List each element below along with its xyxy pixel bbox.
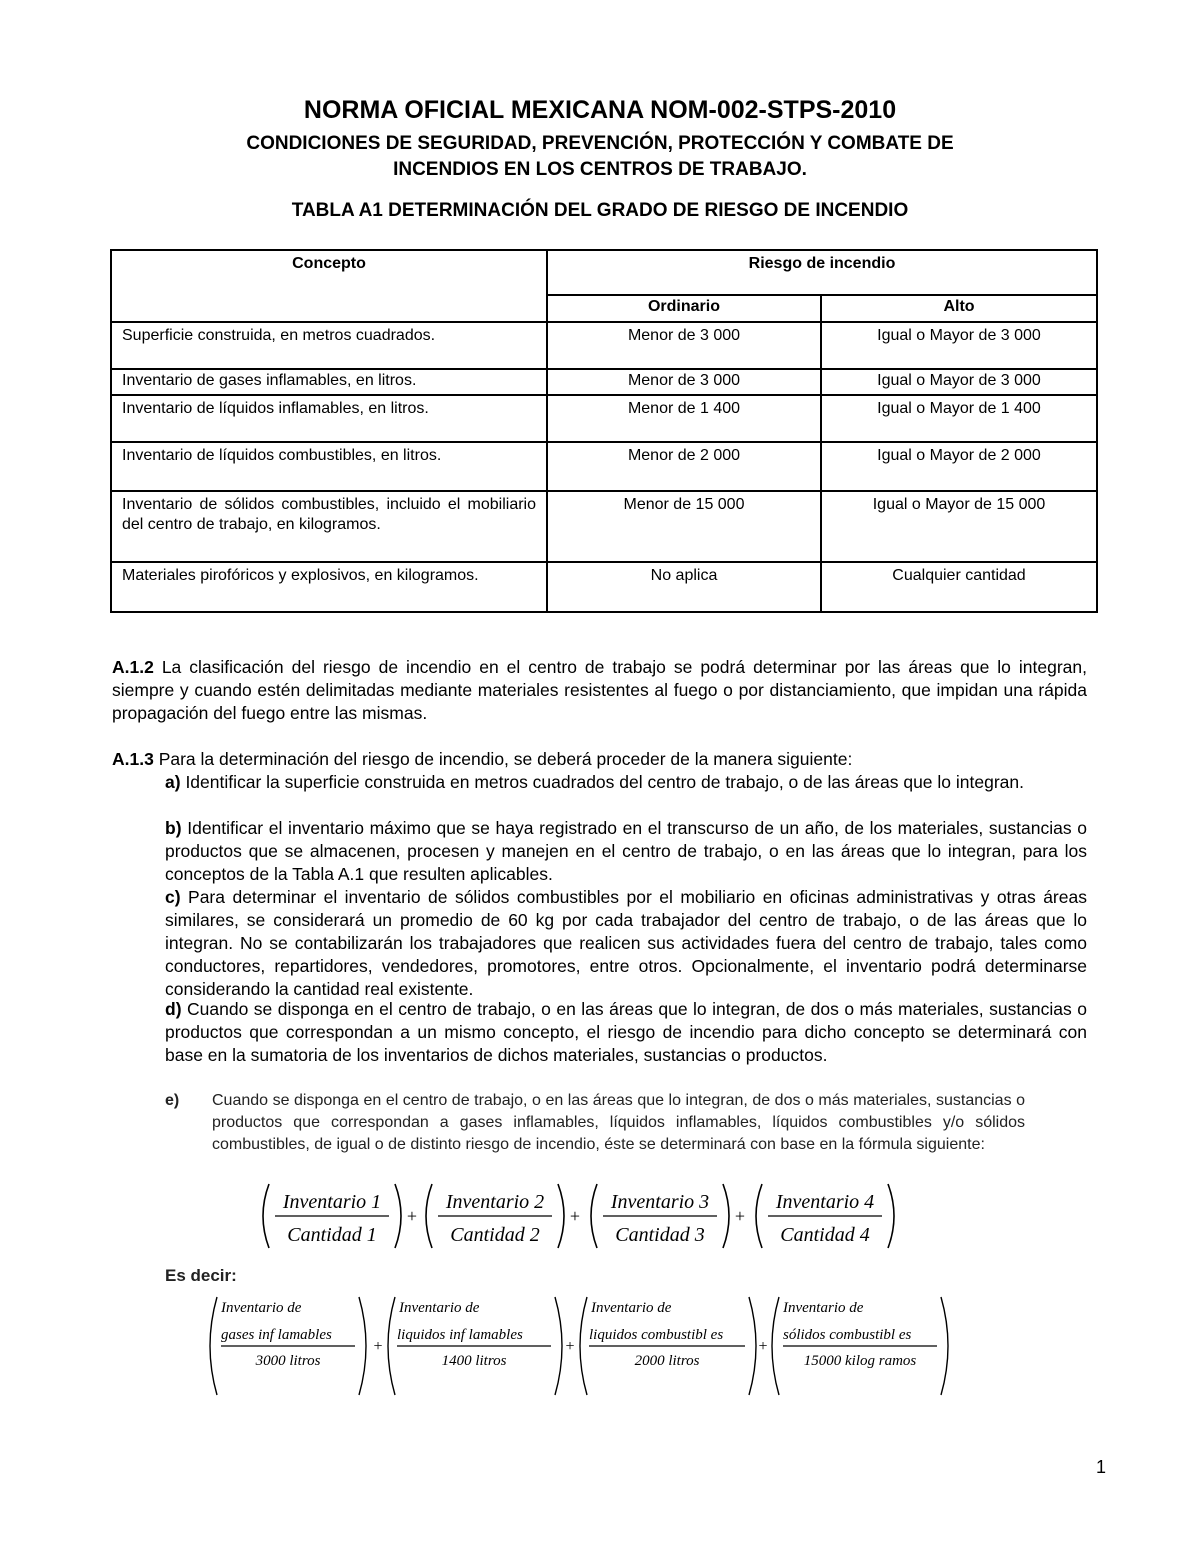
formula-general — [255, 1180, 905, 1252]
table-row — [111, 491, 1097, 562]
fraction-numerator-line-2: gases inf lamables — [221, 1327, 332, 1343]
formula-term — [426, 1184, 580, 1248]
cell-concepto: Inventario de líquidos combustibles, en litros. — [111, 442, 547, 491]
paragraph-a12 — [112, 656, 1087, 725]
fraction-denominator: 2000 litros — [634, 1353, 700, 1369]
list-item-b — [165, 817, 1087, 886]
cell-alto: Igual o Mayor de 3 000 — [821, 369, 1097, 395]
item-text: Identificar el inventario máximo que se haya registrado en el transcurso de un año, de los materiales, sustancias o productos que se almacenen, procesen y manejen en el centro de trabajo, o en las áreas que lo integran, para los conceptos de la Tabla A.1 que resulten aplicables. — [165, 818, 1088, 884]
formula-term — [772, 1297, 948, 1395]
risk-table — [110, 249, 1098, 613]
paragraph-text: Para la determinación del riesgo de incendio, se deberá proceder de la manera siguiente: — [158, 749, 853, 769]
item-label: e) — [165, 1092, 180, 1109]
fraction-denominator: Cantidad 4 — [780, 1224, 870, 1246]
fraction-numerator: Inventario 2 — [445, 1191, 545, 1213]
item-label: a) — [165, 772, 181, 792]
plus-sign: + — [565, 1338, 575, 1355]
fraction-numerator-line-1: Inventario de — [221, 1300, 302, 1316]
fraction-numerator: Inventario 1 — [282, 1191, 382, 1213]
list-item-e — [165, 1090, 1025, 1156]
cell-ordinario: Menor de 3 000 — [547, 369, 821, 395]
cell-alto: Igual o Mayor de 1 400 — [821, 395, 1097, 442]
subtitle-line-2: INCENDIOS EN LOS CENTROS DE TRABAJO. — [393, 159, 807, 180]
list-item-d — [165, 998, 1087, 1067]
cell-ordinario: Menor de 2 000 — [547, 442, 821, 491]
fraction-numerator-line-2: liquidos inf lamables — [397, 1327, 523, 1343]
cell-concepto: Inventario de líquidos inflamables, en litros. — [111, 395, 547, 442]
plus-sign: + — [734, 1206, 746, 1226]
formula-term — [591, 1184, 745, 1248]
list-item-a — [165, 771, 1087, 794]
fraction-denominator: 15000 kilog ramos — [803, 1353, 917, 1369]
header-alto: Alto — [821, 295, 1097, 322]
formula-term — [756, 1184, 894, 1248]
fraction-denominator: 3000 litros — [255, 1353, 321, 1369]
document-title: NORMA OFICIAL MEXICANA NOM-002-STPS-2010 — [303, 96, 897, 124]
cell-concepto: Inventario de gases inflamables, en litros. — [111, 369, 547, 395]
header-riesgo: Riesgo de incendio — [547, 250, 1097, 295]
table-row — [111, 322, 1097, 369]
header-ordinario: Ordinario — [547, 295, 821, 322]
formula-term — [210, 1297, 383, 1395]
formula-term — [580, 1297, 768, 1395]
header-concepto: Concepto — [111, 250, 547, 322]
subtitle-line-1: CONDICIONES DE SEGURIDAD, PREVENCIÓN, PROTECCIÓN Y COMBATE DE — [246, 133, 954, 154]
paragraph-a13-intro — [112, 748, 1087, 771]
paragraph-text: La clasificación del riesgo de incendio en el centro de trabajo se podrá determinar por las áreas que lo integran, siempre y cuando estén delimitadas mediante materiales resistentes al fuego o por distanciamiento, que impidan una rápida propagación del fuego entre las mismas. — [112, 657, 1087, 723]
item-label: b) — [165, 818, 182, 838]
fraction-numerator-line-2: liquidos combustibl es — [589, 1327, 724, 1343]
table-title: TABLA A1 DETERMINACIÓN DEL GRADO DE RIESGO DE INCENDIO — [291, 200, 909, 221]
cell-alto: Cualquier cantidad — [821, 562, 1097, 612]
section-label: A.1.3 — [112, 749, 154, 769]
plus-sign: + — [569, 1206, 581, 1226]
cell-ordinario: Menor de 3 000 — [547, 322, 821, 369]
table-row — [111, 442, 1097, 491]
cell-concepto: Inventario de sólidos combustibles, incluido el mobiliario del centro de trabajo, en kilogramos. — [111, 491, 547, 562]
item-text: Cuando se disponga en el centro de trabajo, o en las áreas que lo integran, de dos o más materiales, sustancias o productos que correspondan a gases inflamables, líquidos inflamables, líquidos combustibles y/o sólidos combustibles, de igual o de distinto riesgo de incendio, éste se determinará con base en la fórmula siguiente: — [212, 1092, 1025, 1153]
cell-alto: Igual o Mayor de 2 000 — [821, 442, 1097, 491]
table-row — [111, 395, 1097, 442]
plus-sign: + — [373, 1338, 383, 1355]
fraction-numerator-line-1: Inventario de — [399, 1300, 480, 1316]
plus-sign: + — [406, 1206, 418, 1226]
cell-ordinario: Menor de 15 000 — [547, 491, 821, 562]
item-label: c) — [165, 887, 181, 907]
page-number: 1 — [1096, 1457, 1107, 1477]
fraction-numerator-line-2: sólidos combustibl es — [783, 1327, 912, 1343]
item-label: d) — [165, 999, 182, 1019]
item-text: Identificar la superficie construida en metros cuadrados del centro de trabajo, o de las áreas que lo integran. — [185, 772, 1024, 792]
fraction-numerator: Inventario 4 — [775, 1191, 875, 1213]
cell-concepto: Materiales pirofóricos y explosivos, en kilogramos. — [111, 562, 547, 612]
item-text: Para determinar el inventario de sólidos combustibles por el mobiliario en oficinas administrativas y otras áreas similares, se considerará un promedio de 60 kg por cada trabajador del centro de trabajo, o de las áreas que lo integran. No se contabilizarán los trabajadores que realicen sus actividades fuera del centro de trabajo, tales como conductores, repartidores, vendedores, promotores, entre otros. Opcionalmente, el inventario podrá determinarse considerando la cantidad real existente. — [165, 887, 1087, 999]
fraction-denominator: Cantidad 2 — [450, 1224, 540, 1246]
formula-term — [388, 1297, 575, 1395]
list-item-c — [165, 886, 1087, 1001]
cell-alto: Igual o Mayor de 15 000 — [821, 491, 1097, 562]
item-text: Cuando se disponga en el centro de trabajo, o en las áreas que lo integran, de dos o más materiales, sustancias o productos que correspondan a un mismo concepto, el riesgo de incendio para dicho concepto se determinará con base en la sumatoria de los inventarios de dichos materiales, sustancias o productos. — [165, 999, 1087, 1065]
fraction-denominator: Cantidad 3 — [615, 1224, 705, 1246]
cell-alto: Igual o Mayor de 3 000 — [821, 322, 1097, 369]
table-row — [111, 369, 1097, 395]
cell-concepto: Superficie construida, en metros cuadrados. — [111, 322, 547, 369]
fraction-numerator-line-1: Inventario de — [591, 1300, 672, 1316]
cell-ordinario: No aplica — [547, 562, 821, 612]
es-decir-label: Es decir: — [165, 1266, 237, 1285]
cell-ordinario: Menor de 1 400 — [547, 395, 821, 442]
section-label: A.1.2 — [112, 657, 154, 677]
fraction-denominator: Cantidad 1 — [287, 1224, 377, 1246]
plus-sign: + — [758, 1338, 768, 1355]
fraction-numerator: Inventario 3 — [610, 1191, 710, 1213]
formula-expanded — [205, 1293, 955, 1399]
fraction-numerator-line-1: Inventario de — [783, 1300, 864, 1316]
table-row — [111, 562, 1097, 612]
fraction-denominator: 1400 litros — [441, 1353, 507, 1369]
document-subtitle — [150, 131, 1050, 183]
formula-term — [263, 1184, 417, 1248]
